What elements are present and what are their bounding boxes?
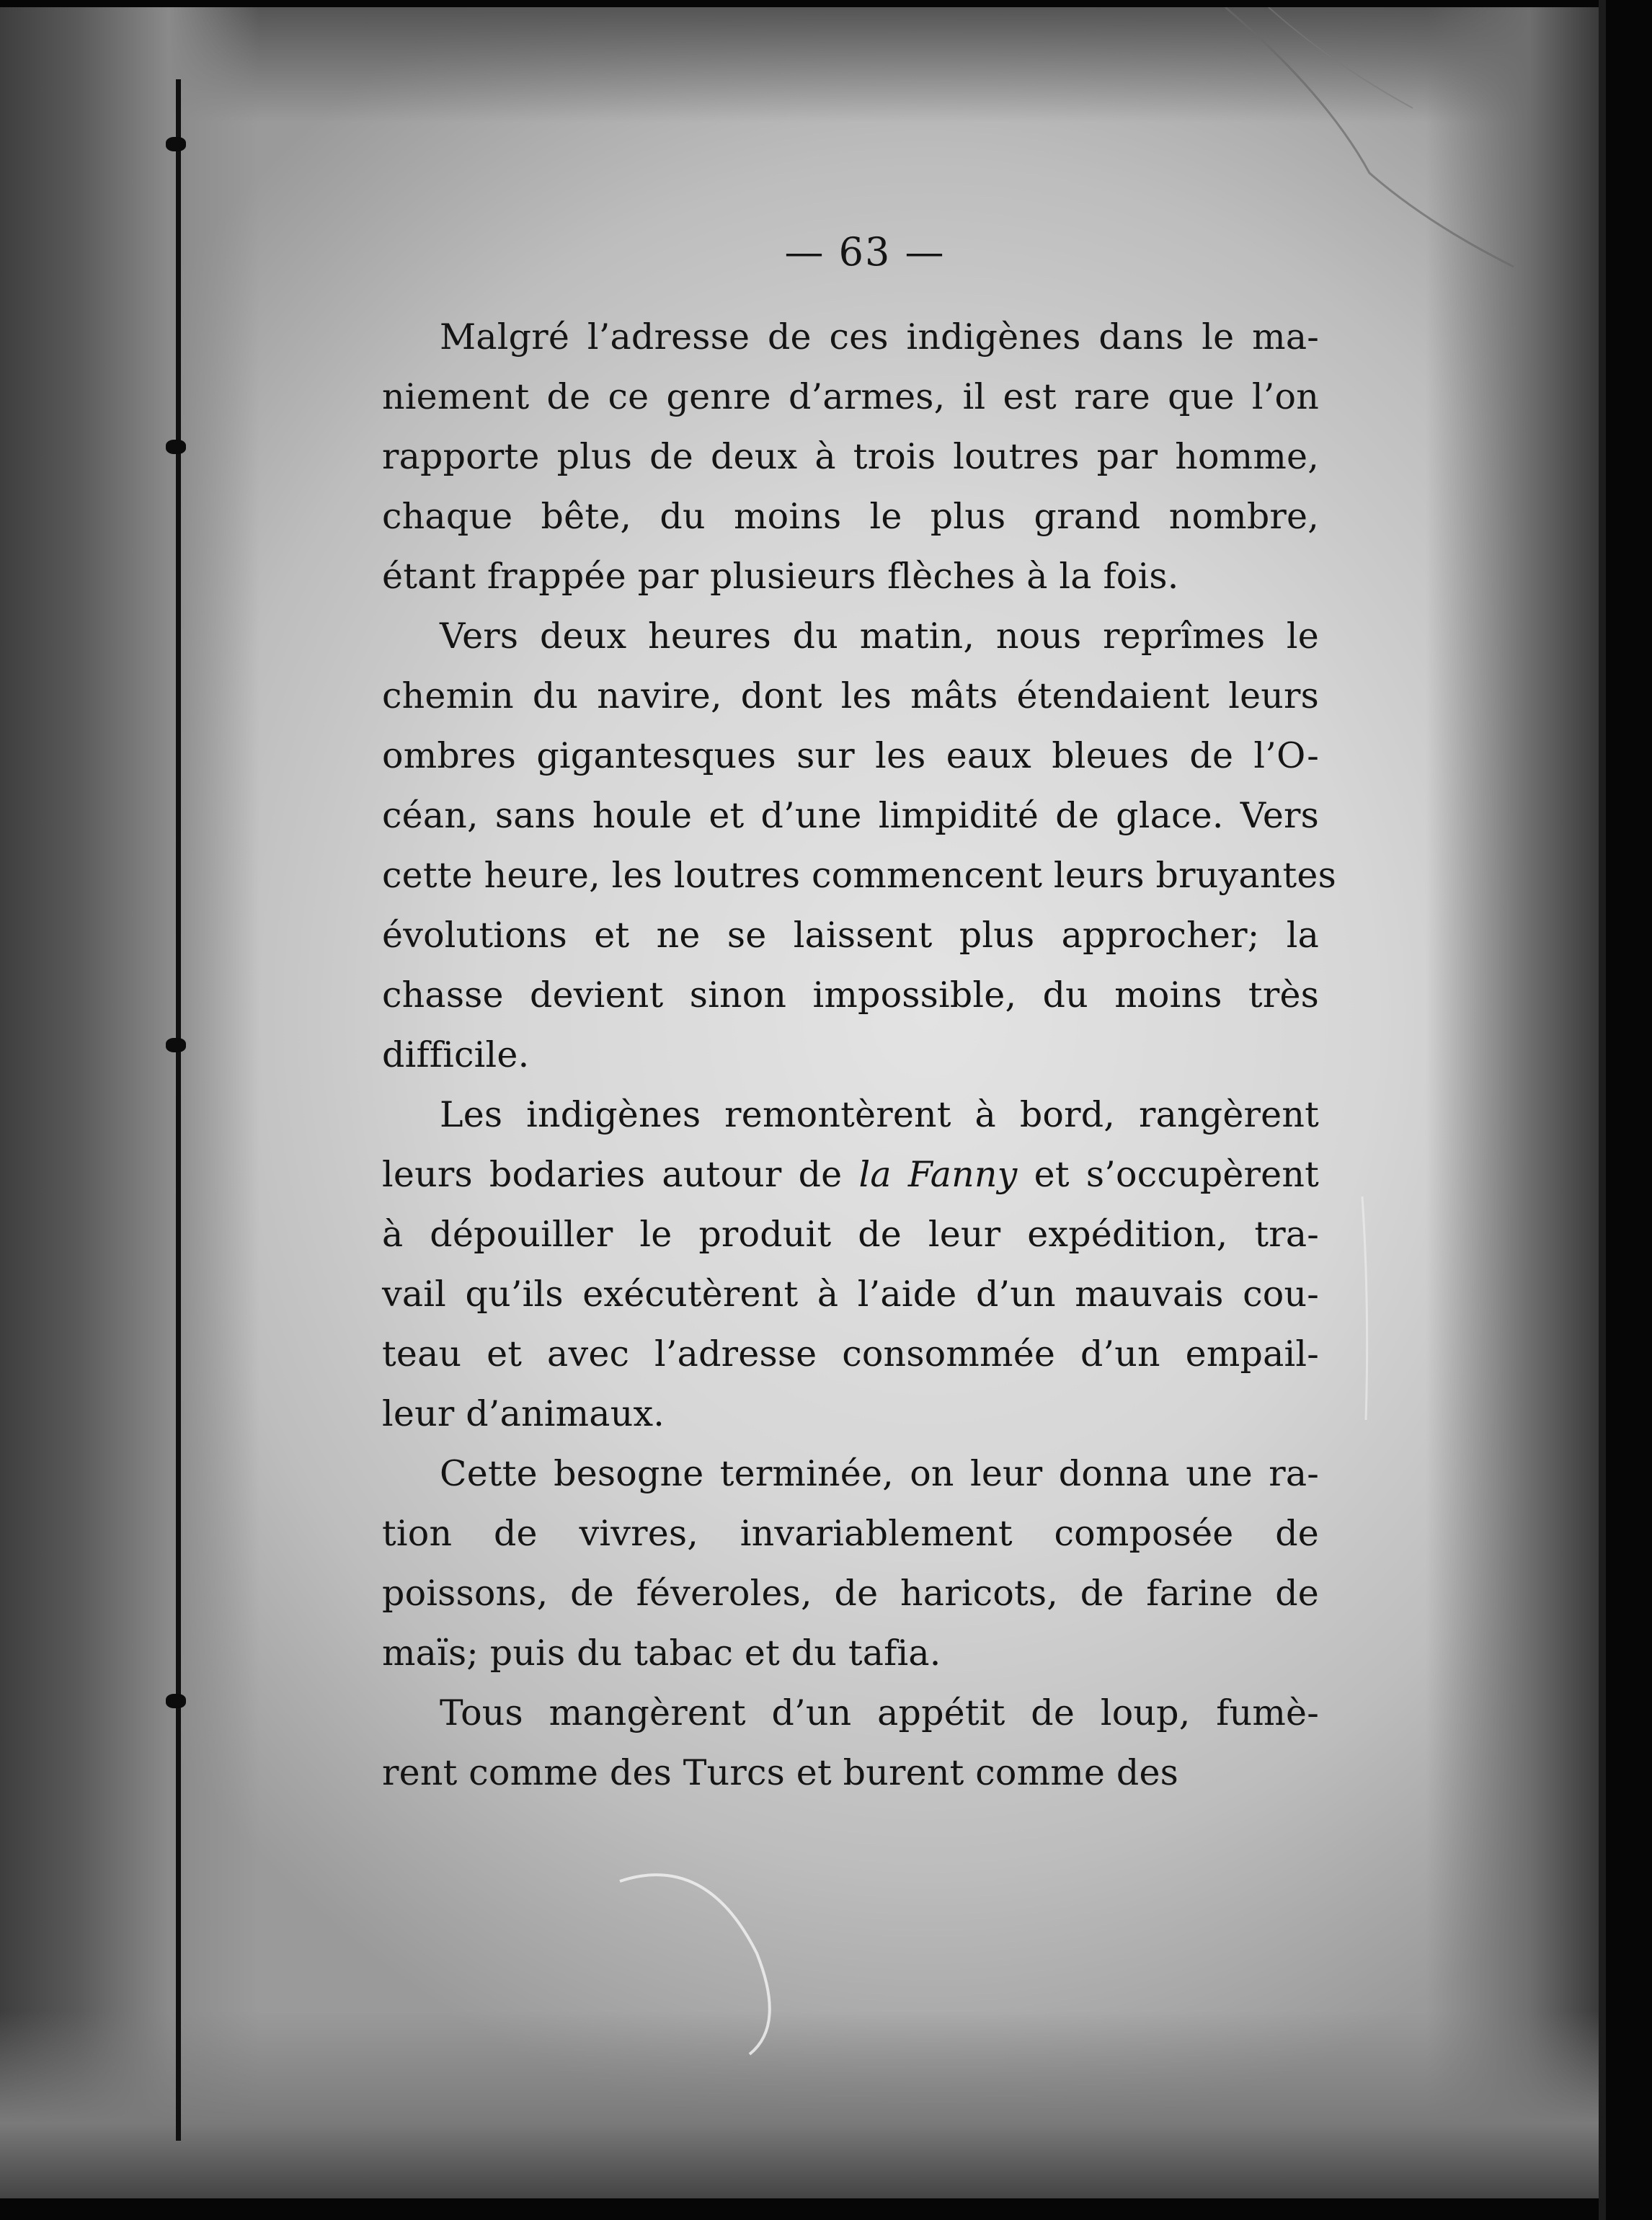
text-line: leur d’animaux.: [382, 1393, 665, 1434]
spine-stitch: [166, 137, 186, 151]
text-line: Les indigènes remontèrent à bord, rangèrent: [440, 1094, 1319, 1135]
text-line: chemin du navire, dont les mâts étendaient leurs: [382, 675, 1319, 716]
text-line: ombres gigantesques sur les eaux bleues de l’O-: [382, 735, 1319, 776]
text-line: [382, 1145, 1319, 1204]
text-line: Tous mangèrent d’un appétit de loup, fumè-: [440, 1692, 1319, 1733]
paragraph: [382, 606, 1336, 1085]
text-line: niement de ce genre d’armes, il est rare que l’on: [382, 376, 1319, 417]
page-number: — 63 —: [784, 229, 946, 275]
text-line: céan, sans houle et d’une limpidité de glace. Vers: [382, 795, 1319, 836]
paragraphs: [382, 307, 1336, 1803]
text-line: difficile.: [382, 1034, 530, 1075]
bottom-scratch: [620, 1875, 770, 2054]
corner-crease-2: [1269, 7, 1413, 108]
text-line: étant frappée par plusieurs flèches à la fois.: [382, 556, 1179, 597]
spine-stitch: [166, 1038, 186, 1052]
text-run: leurs bodaries autour de: [382, 1154, 859, 1195]
text-line: cette heure, les loutres commencent leurs bruyantes: [382, 855, 1336, 896]
text-line: tion de vivres, invariablement composée de: [382, 1513, 1319, 1554]
spine-stitch: [166, 1694, 186, 1708]
text-line: maïs; puis du tabac et du tafia.: [382, 1633, 941, 1674]
text-line: évolutions et ne se laissent plus approcher; la: [382, 915, 1319, 956]
paragraph: [382, 1683, 1319, 1803]
text-line: rapporte plus de deux à trois loutres par homme,: [382, 436, 1319, 477]
book-page: [0, 7, 1599, 2198]
text-line: chaque bête, du moins le plus grand nombre,: [382, 496, 1319, 537]
ship-name-italic: la Fanny: [858, 1154, 1018, 1195]
text-line: chasse devient sinon impossible, du moins très: [382, 974, 1319, 1016]
text-line: rent comme des Turcs et burent comme des: [382, 1752, 1178, 1793]
spine-stitch: [166, 440, 186, 454]
text-line: teau et avec l’adresse consommée d’un empail-: [382, 1333, 1319, 1375]
text-line: Vers deux heures du matin, nous reprîmes le: [440, 616, 1319, 657]
right-scratch: [1362, 1196, 1367, 1420]
text-line: vail qu’ils exécutèrent à l’aide d’un mauvais cou-: [382, 1274, 1319, 1315]
book-spine-line: [176, 79, 181, 2141]
text-line: Malgré l’adresse de ces indigènes dans le ma-: [440, 316, 1319, 358]
text-line: Cette besogne terminée, on leur donna une ra-: [440, 1453, 1319, 1494]
page-text: [382, 223, 1336, 1803]
paragraph: [382, 1085, 1319, 1444]
text-line: à dépouiller le produit de leur expédition, tra-: [382, 1214, 1319, 1255]
scan-frame-edge: [1599, 0, 1606, 2220]
text-line: poissons, de féveroles, de haricots, de farine de: [382, 1573, 1319, 1614]
paragraph: [382, 1444, 1319, 1683]
paragraph: [382, 307, 1319, 606]
text-run: et s’occupèrent: [1017, 1154, 1319, 1195]
